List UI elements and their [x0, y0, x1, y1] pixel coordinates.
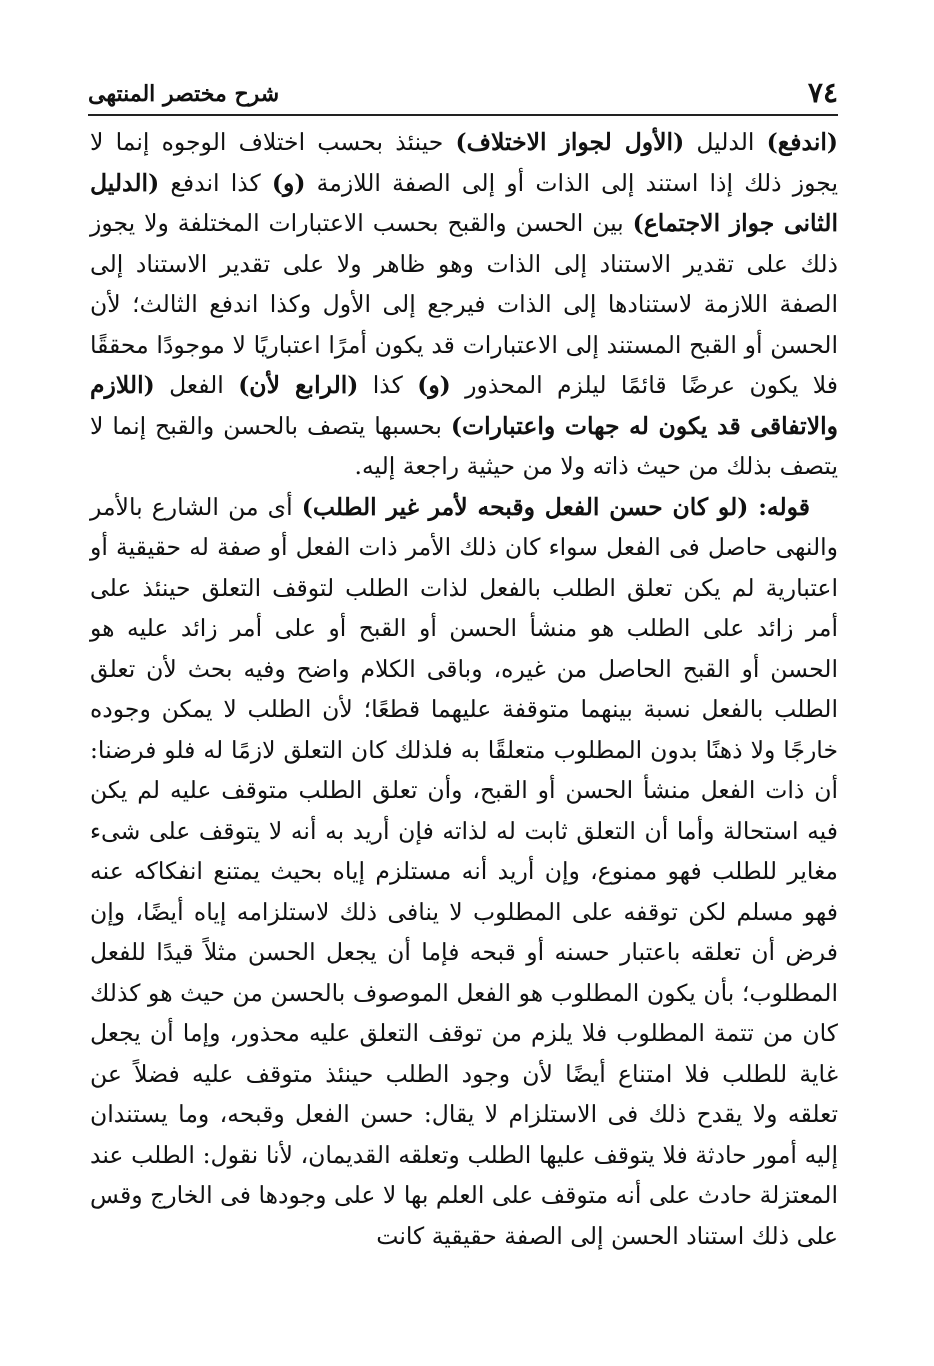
bold-phrase: (اندفع)	[766, 128, 839, 156]
bold-phrase: (و)	[271, 168, 306, 197]
running-title: شرح مختصر المنتهى	[88, 81, 280, 107]
text-run: كذا	[358, 371, 418, 399]
paragraph-2	[90, 487, 838, 1257]
text-run: أى من الشارع بالأمر والنهى حاصل فى الفعل سواء كان ذلك الأمر ذات الفعل أو صفة له حقيقية أو اعتبارية لم يكن تعلق الطلب بالفعل لذات الطلب لتوقف التعلق حينئذ على أمر زائد على الطلب هو منشأ الحسن أو القبح أو على أمر زائد عليه هو الحسن أو القبح الحاصل من غيره، وباقى الكلام واضح وفيه بحث لأن تعلق الطلب بالفعل نسبة بينهما متوقفة عليهما قطعًا؛ لأن الطلب لا يمكن وجوده خارجًا ولا ذهنًا بدون المطلوب متعلقًا به فلذلك كان التعلق لازمًا له فلو فرضنا: أن ذات الفعل منشأ الحسن أو القبح، وأن تعلق الطلب متوقف عليه لم يكن فيه استحالة وأما أن التعلق ثابت له لذاته فإن أريد به أنه لا يتوقف على شىء مغاير للطلب فهو ممنوع، وإن أريد أنه مستلزم إياه بحيث يمتنع انفكاكه عنه فهو مسلم لكن توقفه على المطلوب لا ينافى ذلك لاستلزامه إياه أيضًا، وإن فرض أن تعلقه باعتبار حسنه أو قبحه فإما أن يجعل الحسن مثلاً قيدًا للفعل المطلوب؛ بأن يكون المطلوب هو الفعل الموصوف بالحسن من حيث هو كذلك كان من تتمة المطلوب فلا يلزم من توقف التعلق عليه محذور، وإما أن يجعل غاية للطلب فلا امتناع أيضًا لأن وجود الطلب حينئذ متوقف عليه فضلاً عن تعلقه ولا يقدح ذلك فى الاستلزام لا يقال: حسن الفعل وقبحه، وما يستندان إليه أمور حادثة فلا يتوقف عليها الطلب وتعلقه القديمان، لأنا نقول: الطلب عند المعتزلة حادث على أنه متوقف على العلم بها لا على وجودها فى الخارج وقس على ذلك استناد الحسن إلى الصفة حقيقية كانت	[90, 492, 838, 1250]
body-text	[90, 122, 838, 1256]
bold-phrase: (الرابع لأن)	[238, 371, 359, 399]
bold-phrase: (الدليل الثانى جواز الاجتماع)	[90, 168, 838, 237]
bold-phrase: (و)	[417, 371, 451, 399]
text-run: حينئذ بحسب اختلاف الوجوه إنما لا يجوز ذلك إذا استند إلى الذات أو إلى الصفة اللازمة	[90, 128, 839, 197]
text-run: بحسبها يتصف بالحسن والقبح إنما لا يتصف بذلك من حيث ذاته ولا من حيثية راجعة إليه.	[90, 411, 838, 480]
paragraph-1	[90, 122, 838, 487]
text-run: بين الحسن والقبح بحسب الاعتبارات المختلفة ولا يجوز ذلك على تقدير الاستناد إلى الذات وهو ظاهر ولا على تقدير الاستناد إلى الصفة اللازمة لاستنادها إلى الذات فيرجع إلى الأول وكذا اندفع الثالث؛ لأن الحسن أو القبح المستند إلى الاعتبارات قد يكون أمرًا اعتباريًا لا موجودًا محققًا فلا يكون عرضًا قائمًا ليلزم المحذور	[90, 209, 838, 399]
text-run: كذا اندفع	[159, 168, 272, 197]
bold-phrase: قوله:	[748, 492, 810, 521]
text-run: الفعل	[154, 371, 239, 399]
bold-phrase: (الأول لجواز الاختلاف)	[455, 128, 685, 156]
text-run: الدليل	[684, 128, 767, 156]
header-rule	[88, 114, 838, 116]
page-number: ٧٤	[807, 76, 838, 109]
bold-phrase: (اللازم والاتفاقى قد يكون له جهات واعتبارات)	[90, 371, 838, 440]
bold-phrase: (لو كان حسن الفعل وقبحه لأمر غير الطلب)	[301, 492, 749, 521]
page-header	[88, 72, 838, 110]
